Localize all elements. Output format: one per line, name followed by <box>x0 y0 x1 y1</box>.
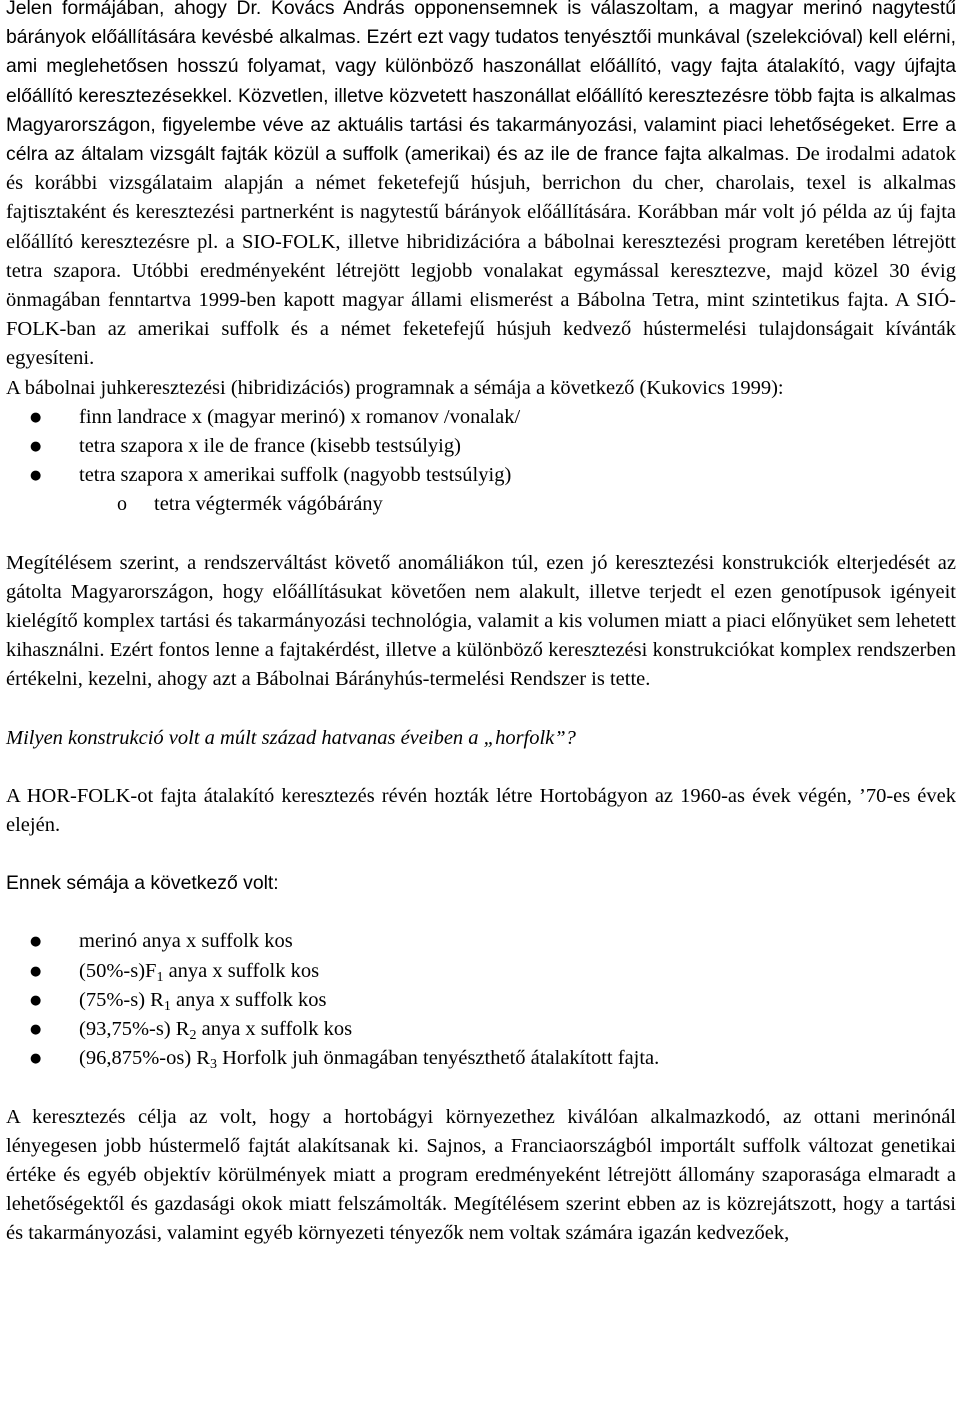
question-heading: Milyen konstrukció volt a múlt század hatvanas éveiben a „horfolk”? <box>6 726 576 749</box>
bullet-icon: ● <box>30 934 42 950</box>
list-item-text: (75%-s) R <box>79 988 164 1011</box>
list-item <box>6 957 956 986</box>
bullet-icon: ● <box>30 1051 42 1067</box>
list-item <box>6 927 956 956</box>
circle-bullet-icon: o <box>117 493 127 516</box>
paragraph-run-sans: Jelen formájában, ahogy Dr. Kovács András opponensemnek is válaszoltam, a magyar merinó nagytestű bárányok előállítására kevésbé alkalmas. Ezért ezt vagy tudatos tenyésztői munkával (szelekcióval) kell elérni, ami meglehetősen hosszú folyamat, vagy különböző haszonállat előállító, vagy fajta átalakító, vagy újfajta előállító keresztezésekkel. Közvetlen, illetve közvetett haszonállat előállító keresztezésre több fajta is alkalmas Magyarországon, figyelembe véve az aktuális tartási és takarmányozási, valamint piaci lehetőségeket. Erre a célra az általam vizsgált fajták közül a suffolk (amerikai) és az ile de france fajta alkalmas. <box>6 0 956 166</box>
list-item <box>6 986 956 1015</box>
list-item-text-rest: anya x suffolk kos <box>196 1018 353 1041</box>
list-item-text: (96,875%-os) R <box>79 1047 210 1070</box>
list-item <box>6 461 956 490</box>
list-item-text: finn landrace x (magyar merinó) x romanov /vonalak/ <box>79 405 521 428</box>
bullet-icon: ● <box>30 468 42 484</box>
paragraph-run-serif: De irodalmi adatok és korábbi vizsgálataim alapján a német feketefejű húsjuh, berrichon du cher, charolais, texel is alkalmas fajtisztaként és keresztezési partnerként is nagytestű bárányok előállítására. Korábban már volt jó példa az új fajta előállító keresztezésre pl. a SIO-FOLK, illetve hibridizációra a bábolnai keresztezési program keretében létrejött tetra szapora. Utóbbi eredményeként létrejött legjobb vonalakat egymással keresztezve, majd közel 30 évig önmagában fenntartva 1999-ben kapott magyar állami elismerést a Bábolna Tetra, mint szintetikus fajta. A SIÓ-FOLK-ban az amerikai suffolk és a német feketefejű húsjuh kedvező hústermelési tulajdonságait kívánták egyesíteni. <box>6 143 956 370</box>
paragraph-scheme-intro: Ennek sémája a következő volt: <box>6 872 279 895</box>
list-item-text: tetra szapora x amerikai suffolk (nagyobb testsúlyig) <box>79 464 512 487</box>
list-item <box>6 403 956 432</box>
list-item-text-rest: anya x suffolk kos <box>170 988 327 1011</box>
list-item-text: merinó anya x suffolk kos <box>79 930 293 953</box>
paragraph-crossbreeding-goal: A keresztezés célja az volt, hogy a hortobágyi környezethez kiválóan alkalmazkodó, az ottani merinónál lényegesen jobb hústermelő fajtát alakítsanak ki. Sajnos, a Franciaországból importált suffolk változat genetikai értéke és egyéb objektív körülmények miatt a program eredményeként létrejött állomány szaporasága elmaradt a lehetőségektől és gazdasági okok miatt felszámolták. Megítélésem szerint ebben az is közrejátszott, hogy a tartási és takarmányozási, valamint egyéb környezeti tényezők nem voltak számára igazán kedvezőek, <box>6 1105 956 1245</box>
sub-list-item <box>6 490 956 519</box>
subscript: 3 <box>209 1057 217 1073</box>
bullet-icon: ● <box>30 963 42 979</box>
horfolk-scheme-list <box>6 927 956 1073</box>
subscript: 2 <box>189 1028 197 1044</box>
list-item-text-rest: anya x suffolk kos <box>163 959 320 982</box>
list-item-text: (93,75%-s) R <box>79 1018 190 1041</box>
list-item-text: (50%-s)F <box>79 959 157 982</box>
paragraph-horfolk-answer: A HOR-FOLK-ot fajta átalakító keresztezés révén hozták létre Hortobágyon az 1960-as évek végén, ’70-es évek elején. <box>6 784 956 837</box>
bullet-icon: ● <box>30 992 42 1008</box>
paragraph-opinion: Megítélésem szerint, a rendszerváltást követő anomáliákon túl, ezen jó keresztezési konstrukciók elterjedését az gátolta Magyarországon, hogy előállításukat követően nem alakult, illetve terjedt el ezen genotípusok igényeit kielégítő komplex tartási és takarmányozási technológia, valamit a kis volumen miatt a piaci előnyüket sem lehetett kihasználni. Ezért fontos lenne a fajtakérdést, illetve a különböző keresztezési konstrukciókat komplex rendszerben értékelni, kezelni, ahogy azt a Bábolnai Bárányhús-termelési Rendszer is tette. <box>6 551 956 691</box>
bullet-icon: ● <box>30 409 42 425</box>
list-item <box>6 1015 956 1044</box>
bullet-icon: ● <box>30 1022 42 1038</box>
list-item-text: tetra végtermék vágóbárány <box>154 493 383 516</box>
bullet-icon: ● <box>30 439 42 455</box>
paragraph-babolna-scheme-intro: A bábolnai juhkeresztezési (hibridizációs) programnak a sémája a következő (Kukovics 1999): <box>6 376 784 399</box>
list-item-text: tetra szapora x ile de france (kisebb testsúlyig) <box>79 435 461 458</box>
list-item <box>6 432 956 461</box>
list-item-text-rest: Horfolk juh önmagában tenyészthető átalakított fajta. <box>216 1047 660 1070</box>
subscript: 1 <box>156 969 164 985</box>
subscript: 1 <box>163 998 171 1014</box>
paragraph-breed-suitability <box>6 0 956 374</box>
list-item <box>6 1044 956 1073</box>
document-page <box>6 0 956 1249</box>
babolna-scheme-list <box>6 403 956 520</box>
